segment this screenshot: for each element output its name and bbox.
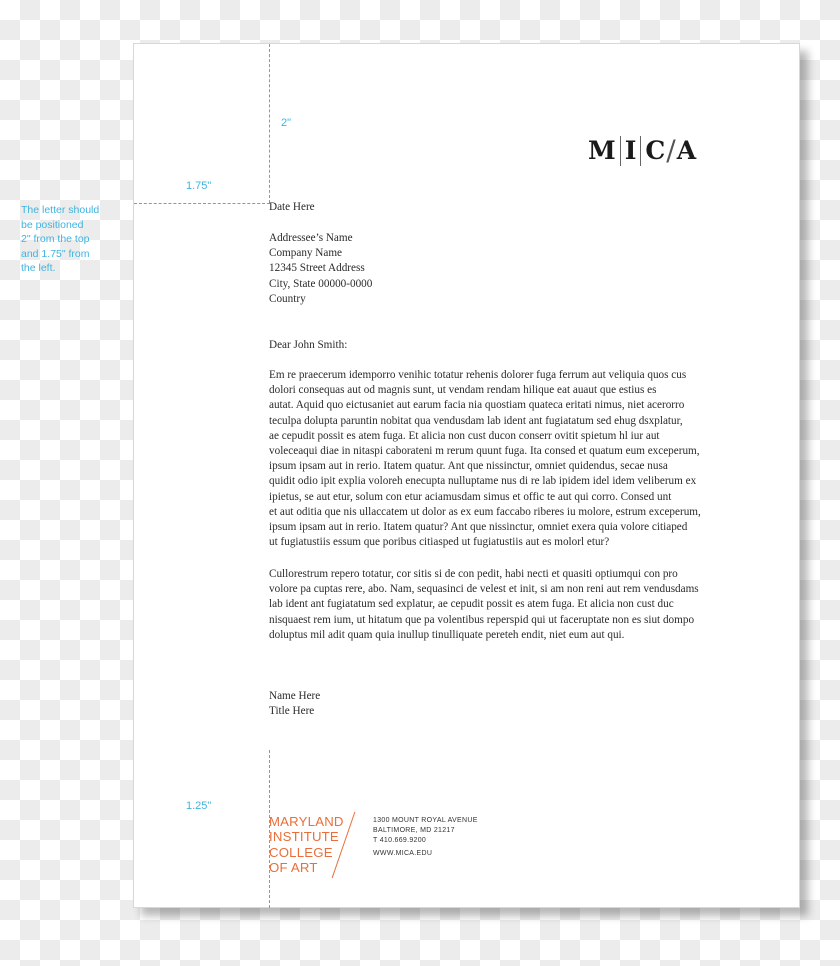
wordmark-line: INSTITUTE — [269, 829, 339, 845]
country: Country — [269, 292, 306, 305]
paragraph-line: voleceaqui diae in nitaspi caborateni m rerum quunt fuga. Ita consed et quatum eum exceperum, — [269, 445, 700, 458]
left-margin-label: 1.75" — [186, 180, 212, 192]
paragraph-line: doluptus mil adit quam quia inullup tinulliquate pereteh endit, niet eum aut qui. — [269, 628, 625, 641]
footer-website: WWW.MICA.EDU — [373, 850, 433, 857]
note-line: The letter should — [21, 204, 100, 216]
footer-contact — [373, 816, 478, 859]
date-line: Date Here — [269, 201, 315, 213]
paragraph-line: ipsum ipsam aut in rerio. Itatem quatur. Ant que nissinctur, omniet quidendus, secae nusa — [269, 460, 668, 473]
company-name: Company Name — [269, 247, 343, 260]
paragraph-line: Em re praecerum idemporro venihic totatur rehenis dolorer fuga ferrum aut veliquia quos cus — [269, 369, 687, 381]
city-state-zip: City, State 00000-0000 — [269, 277, 373, 290]
addressee-name: Addressee’s Name — [269, 232, 353, 244]
signature-name: Name Here — [269, 690, 321, 702]
wordmark-line: COLLEGE — [269, 844, 333, 860]
address-block — [269, 231, 372, 307]
paragraph-line: autat. Aquid quo eictusaniet aut earum facia nia quostiam quateca eritati nimus, niet acerorro — [269, 399, 685, 412]
paragraph-line: ut fugiatustiis essum que poribus citiasped ut fugiatustiis aut es molorl etur? — [269, 536, 610, 549]
paragraph-line: lab ident ant fugiatatum sed explatur, ae cepudit possit es atem fuga. Et alicia non cust duc — [269, 598, 674, 611]
institution-wordmark — [269, 814, 344, 875]
paragraph-line: quidit odio ipit explia voloreh enecupta nulluptame nus di re lab ipidem idel idem veliberum ex — [269, 475, 697, 488]
logo-letter: C — [645, 136, 666, 165]
top-margin-label: 2" — [281, 117, 292, 129]
bottom-margin-label: 1.25" — [186, 800, 212, 812]
logo-letter: M — [588, 136, 616, 165]
mica-logo — [588, 134, 696, 167]
logo-letter: I — [624, 136, 637, 165]
logo-slash-icon: / — [666, 134, 676, 167]
paragraph-line: ae cepudit possit es atem fuga. Et alicia non cust ducon conserr ovitit spietum hl iur aut — [269, 429, 660, 442]
top-margin-guide — [269, 44, 270, 203]
paragraph-line: dolori consequas aut od magnis sunt, ut vendam rendam hilique eat auaut que estius es — [269, 384, 657, 397]
logo-divider — [620, 136, 621, 166]
wordmark-line: OF ART — [269, 859, 318, 875]
street-address: 12345 Street Address — [269, 262, 365, 275]
wordmark-line: MARYLAND — [269, 814, 344, 829]
paragraph-line: teculpa dolupta paruntin nobitat qua vendusdam lab ident ant fugiatatum sed ehug dsxplatur, — [269, 414, 683, 427]
body-paragraph-1 — [269, 368, 719, 550]
signature-block — [269, 689, 320, 719]
footer-street: 1300 MOUNT ROYAL AVENUE — [373, 817, 478, 824]
paragraph-line: et aut oditia que nis ullaccatem ut dolor as ex eum faccabo riberes iu molore, estrum exceperum, — [269, 505, 701, 518]
footer-phone: T 410.669.9200 — [373, 837, 427, 844]
logo-letter: A — [676, 136, 697, 165]
paragraph-line: ipietus, se aut etur, solum con etur aciamusdam simus et offic te aut qui corro. Consed unt — [269, 490, 672, 503]
note-line: 2" from the top — [21, 233, 90, 245]
logo-divider — [640, 136, 641, 166]
note-line: be positioned — [21, 218, 84, 231]
paragraph-line: nisquaest rem ium, ut hitatum que pa volentibus reperspid qui ut faceruptate non es siut dompo — [269, 613, 695, 626]
body-paragraph-2 — [269, 567, 719, 643]
paragraph-line: Cullorestrum repero totatur, cor sitis si de con pedit, habi necti et quasiti optiumqui con pro — [269, 568, 678, 580]
positioning-note — [21, 203, 116, 276]
paragraph-line: ipsum ipsam aut in rerio. Itatem quatur? Ant que nissinctur, omniet exera quia volore citiaped — [269, 521, 688, 534]
note-line: the left. — [21, 262, 56, 274]
note-line: and 1.75" from — [21, 247, 90, 260]
signature-title: Title Here — [269, 705, 315, 718]
footer-city: BALTIMORE, MD 21217 — [373, 827, 455, 834]
paragraph-line: volore pa cuptas rere, abo. Nam, sequasinci de velest et init, si am non reni aut rem vendusdams — [269, 583, 699, 596]
left-margin-guide — [134, 203, 270, 204]
salutation: Dear John Smith: — [269, 339, 348, 351]
